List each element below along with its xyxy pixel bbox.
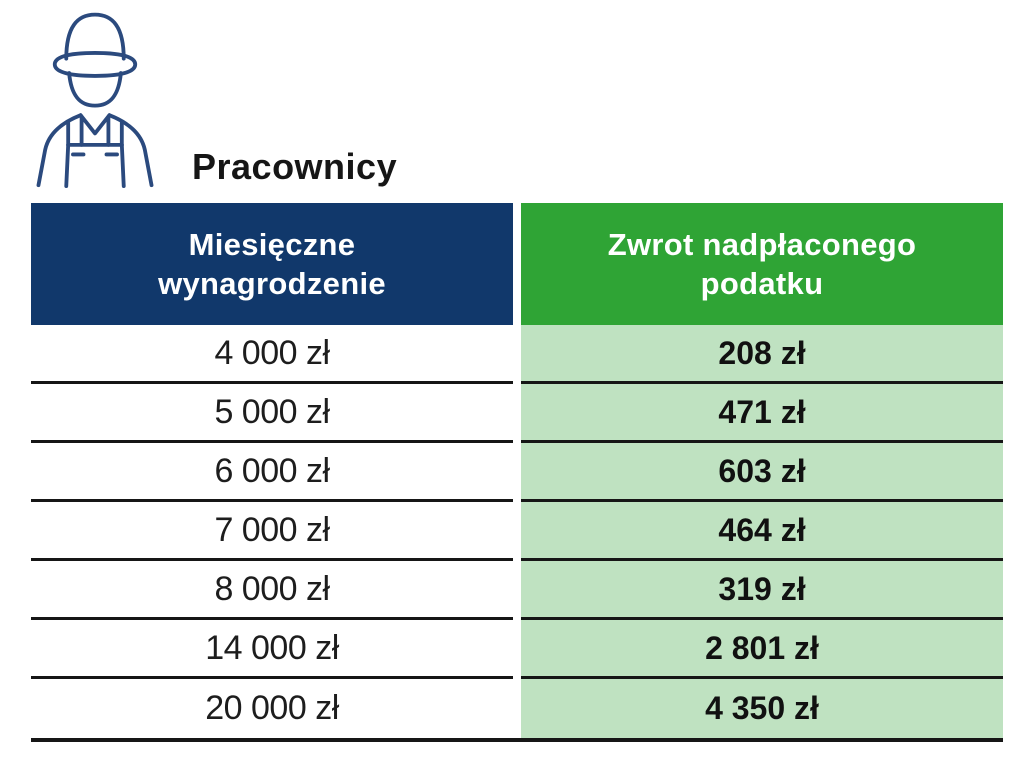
column-header-salary-line2: wynagrodzenie — [158, 266, 386, 301]
column-header-refund-line2: podatku — [700, 266, 824, 301]
worker-cap-brim — [55, 53, 135, 76]
worker-face — [69, 73, 121, 106]
salary-cell: 6 000 zł — [31, 443, 513, 502]
salary-cell: 8 000 zł — [31, 561, 513, 620]
column-header-refund — [521, 203, 1003, 325]
salary-cell: 20 000 zł — [31, 679, 513, 738]
refund-cell: 4 350 zł — [521, 679, 1003, 738]
tax-refund-table — [31, 203, 1003, 742]
column-header-refund-line1: Zwrot nadpłaconego — [607, 226, 917, 262]
salary-cell: 4 000 zł — [31, 325, 513, 384]
worker-icon — [22, 6, 168, 188]
worker-collar — [81, 115, 110, 133]
refund-cell: 319 zł — [521, 561, 1003, 620]
worker-bib-left — [66, 145, 68, 186]
salary-cell: 7 000 zł — [31, 502, 513, 561]
worker-right-shoulder — [109, 115, 151, 185]
refund-cell: 603 zł — [521, 443, 1003, 502]
column-header-salary — [31, 203, 513, 325]
refund-cell: 2 801 zł — [521, 620, 1003, 679]
refund-cell: 208 zł — [521, 325, 1003, 384]
salary-cell: 14 000 zł — [31, 620, 513, 679]
worker-left-shoulder — [38, 115, 80, 185]
refund-cell: 471 zł — [521, 384, 1003, 443]
salary-cell: 5 000 zł — [31, 384, 513, 443]
worker-bib-right — [122, 145, 124, 186]
refund-cell: 464 zł — [521, 502, 1003, 561]
page-title: Pracownicy — [192, 146, 398, 187]
column-header-salary-line1: Miesięczne — [188, 226, 356, 262]
